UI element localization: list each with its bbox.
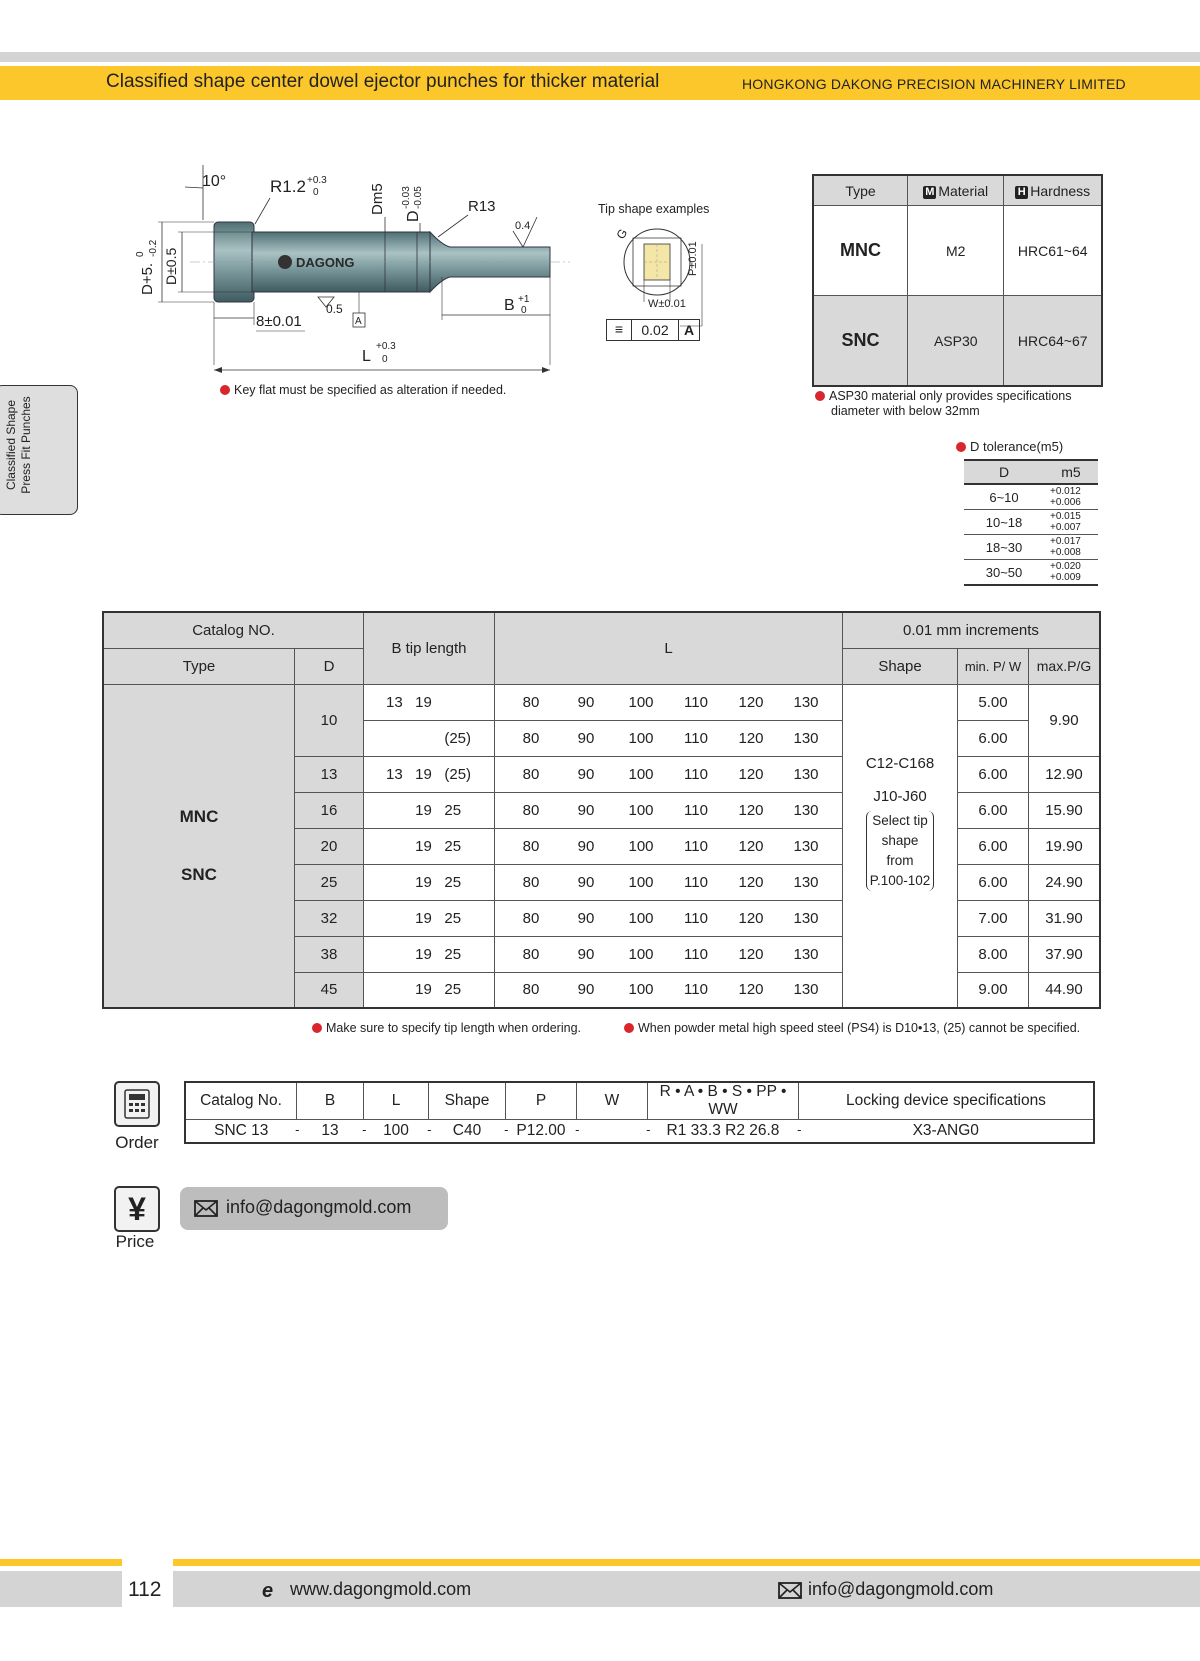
price-email-link[interactable]: info@dagongmold.com	[226, 1197, 412, 1217]
diameter-cell: 13	[295, 756, 364, 792]
side-tab-label: Classified Shape Press Fit Punches	[4, 396, 33, 494]
b-tip-cell: 13 19	[364, 684, 495, 720]
l-values-cell	[495, 828, 843, 864]
tolerance-row: 10~18 +0.015 +0.007	[964, 510, 1098, 535]
separator-dash: -	[575, 1122, 580, 1137]
l-value: 90	[577, 693, 595, 711]
footer-email-link[interactable]: info@dagongmold.com	[808, 1579, 994, 1599]
powder-metal-note: When powder metal high speed steel (PS4) is D10•13, (25) cannot be specified.	[624, 1021, 1080, 1035]
diameter-cell: 10	[295, 684, 364, 756]
diameter-cell: 38	[295, 936, 364, 972]
key-flat-note: Key flat must be specified as alteration if needed.	[220, 383, 506, 397]
l-value: 120	[738, 837, 764, 855]
footer-bar	[0, 1571, 122, 1607]
min-pw-cell: 6.00	[958, 828, 1029, 864]
l-value: 130	[793, 981, 819, 999]
type-cell: MNC SNC	[103, 684, 295, 1008]
l-value: 130	[793, 729, 819, 747]
l-value: 80	[522, 693, 540, 711]
l-value: 120	[738, 729, 764, 747]
l-value: 90	[577, 729, 595, 747]
diameter-cell: 20	[295, 828, 364, 864]
dagong-logo-icon	[278, 255, 292, 269]
svg-text:0: 0	[382, 354, 388, 365]
separator-dash: -	[362, 1122, 367, 1137]
max-pg-cell: 37.90	[1029, 936, 1101, 972]
l-value: 90	[577, 873, 595, 891]
min-pw-cell: 6.00	[958, 792, 1029, 828]
l-values-cell	[495, 720, 843, 756]
svg-text:P±0.01: P±0.01	[687, 241, 699, 276]
tolerance-frame: ≡ 0.02 A	[606, 319, 700, 341]
b-tip-cell: 19 25	[364, 828, 495, 864]
l-value: 100	[628, 909, 654, 927]
b-tip-cell: 19 25	[364, 900, 495, 936]
l-values-cell	[495, 972, 843, 1008]
material-table: Type M Material H Hardness MNC M2 HRC61~64 SNC ASP30 HRC64~67	[812, 174, 1103, 387]
l-value: 110	[684, 801, 708, 819]
yen-icon: ¥	[114, 1186, 160, 1232]
tolerance-row: 30~50 +0.020 +0.009	[964, 560, 1098, 586]
l-value: 120	[738, 909, 764, 927]
svg-text:0.5: 0.5	[326, 302, 343, 316]
l-value: 100	[628, 729, 654, 747]
max-pg-cell: 15.90	[1029, 792, 1101, 828]
order-value-cell: C40 -	[452, 1122, 509, 1139]
svg-text:R13: R13	[468, 198, 496, 215]
svg-text:D±0.5: D±0.5	[163, 247, 179, 285]
l-value: 130	[793, 873, 819, 891]
l-value: 90	[577, 945, 595, 963]
l-value: 90	[577, 765, 595, 783]
l-value: 100	[628, 837, 654, 855]
l-value: 90	[577, 801, 595, 819]
svg-text:0.4: 0.4	[515, 220, 531, 232]
min-pw-cell: 5.00	[958, 684, 1029, 720]
order-header-cell: L	[364, 1082, 429, 1120]
tolerance-table: D m5 6~10 +0.012 +0.006 10~18 +0.015 +0.007 18~30 +0.017 +0.008 30~50 +0.020 +0.009	[964, 459, 1098, 586]
symmetry-icon: ≡	[607, 320, 632, 340]
svg-text:B: B	[504, 297, 515, 314]
l-value: 80	[522, 729, 540, 747]
l-value: 80	[522, 909, 540, 927]
shape-cell: C12-C168 J10-J60 Select tip shape from P.100-102	[843, 684, 958, 1008]
b-tip-cell: 19 25	[364, 972, 495, 1008]
warning-icon	[956, 442, 966, 452]
b-tip-cell: 19 25	[364, 792, 495, 828]
l-values-cell	[495, 792, 843, 828]
l-value: 110	[684, 693, 708, 711]
svg-text:L: L	[362, 348, 371, 365]
warning-icon	[624, 1023, 634, 1033]
max-pg-cell: 31.90	[1029, 900, 1101, 936]
l-value: 120	[738, 945, 764, 963]
select-tip-note: Select tip shape from P.100-102	[866, 811, 935, 891]
l-value: 90	[577, 909, 595, 927]
l-value: 130	[793, 909, 819, 927]
separator-dash: -	[504, 1122, 509, 1137]
footer-stripe	[0, 1559, 122, 1566]
material-row: MNC M2 HRC61~64	[813, 206, 1102, 296]
order-header-cell: P	[506, 1082, 577, 1120]
company-name: HONGKONG DAKONG PRECISION MACHINERY LIMITED	[742, 76, 1126, 92]
order-value-cell: X3-ANG0	[912, 1122, 979, 1139]
b-tip-cell: 19 25	[364, 864, 495, 900]
l-values-cell	[495, 684, 843, 720]
order-value-cell: 13 -	[321, 1122, 367, 1139]
order-value-cell: R1 33.3 R2 26.8 -	[666, 1122, 802, 1139]
svg-text:+0.3: +0.3	[307, 175, 327, 186]
order-value-cell: 100 -	[383, 1122, 432, 1139]
l-value: 130	[793, 693, 819, 711]
tip-shape-title: Tip shape examples	[598, 202, 710, 216]
l-value: 110	[684, 765, 708, 783]
page-title: Classified shape center dowel ejector punches for thicker material	[106, 71, 660, 92]
l-value: 100	[628, 981, 654, 999]
diameter-cell: 45	[295, 972, 364, 1008]
order-example-table	[184, 1081, 1095, 1144]
l-values-cell	[495, 900, 843, 936]
svg-text:-0.2: -0.2	[148, 239, 159, 257]
l-value: 100	[628, 801, 654, 819]
l-value: 80	[522, 873, 540, 891]
tolerance-row: 18~30 +0.017 +0.008	[964, 535, 1098, 560]
b-tip-cell: (25)	[364, 720, 495, 756]
l-value: 120	[738, 801, 764, 819]
l-value: 130	[793, 837, 819, 855]
browser-icon: e	[262, 1580, 274, 1602]
l-value: 90	[577, 981, 595, 999]
l-value: 90	[577, 837, 595, 855]
svg-text:-0.05: -0.05	[413, 186, 424, 209]
l-value: 120	[738, 693, 764, 711]
mail-icon	[778, 1582, 802, 1599]
svg-text:0: 0	[313, 187, 319, 198]
l-value: 130	[793, 801, 819, 819]
min-pw-cell: 7.00	[958, 900, 1029, 936]
tip-length-note: Make sure to specify tip length when ordering.	[312, 1021, 581, 1035]
mail-icon	[194, 1200, 218, 1217]
footer-website-link[interactable]: www.dagongmold.com	[290, 1579, 472, 1599]
svg-text:DAGONG: DAGONG	[296, 255, 355, 270]
svg-text:10°: 10°	[202, 173, 227, 190]
svg-text:D: D	[405, 210, 422, 222]
price-label: Price	[115, 1232, 155, 1251]
calculator-icon	[114, 1081, 160, 1127]
warning-icon	[815, 391, 825, 401]
separator-dash: -	[295, 1122, 300, 1137]
l-value: 80	[522, 765, 540, 783]
min-pw-cell: 9.00	[958, 972, 1029, 1008]
tolerance-title: D tolerance(m5)	[956, 439, 1063, 454]
l-value: 110	[684, 945, 708, 963]
svg-text:8±0.01: 8±0.01	[256, 313, 302, 330]
svg-text:Dm5: Dm5	[369, 183, 386, 215]
svg-text:+1: +1	[518, 294, 530, 305]
l-value: 110	[684, 981, 708, 999]
l-values-cell	[495, 936, 843, 972]
min-pw-cell: 8.00	[958, 936, 1029, 972]
order-value-cell: SNC 13 -	[214, 1122, 300, 1139]
max-pg-cell: 19.90	[1029, 828, 1101, 864]
punch-drawing	[130, 165, 580, 400]
svg-text:G: G	[613, 226, 631, 242]
diameter-cell: 32	[295, 900, 364, 936]
order-header-cell: Shape	[429, 1082, 506, 1120]
max-pg-cell: 9.90	[1029, 684, 1101, 756]
min-pw-cell: 6.00	[958, 756, 1029, 792]
order-header-cell: B	[297, 1082, 364, 1120]
separator-dash: -	[427, 1122, 432, 1137]
l-value: 80	[522, 945, 540, 963]
l-value: 110	[684, 837, 708, 855]
l-value: 130	[793, 765, 819, 783]
svg-text:A: A	[355, 316, 362, 327]
order-header-cell: Locking device specifications	[799, 1082, 1095, 1120]
l-value: 80	[522, 981, 540, 999]
l-value: 80	[522, 837, 540, 855]
order-label: Order	[115, 1133, 159, 1152]
warning-icon	[220, 385, 230, 395]
svg-text:W±0.01: W±0.01	[648, 298, 686, 310]
l-value: 120	[738, 873, 764, 891]
order-value-cell	[577, 1120, 651, 1144]
min-pw-cell: 6.00	[958, 720, 1029, 756]
material-badge-icon: M	[925, 185, 935, 198]
l-value: 100	[628, 765, 654, 783]
svg-text:+0.3: +0.3	[376, 341, 396, 352]
b-tip-cell: 13 19 (25)	[364, 756, 495, 792]
separator-dash: -	[646, 1122, 651, 1137]
l-value: 110	[684, 909, 708, 927]
l-value: 100	[628, 945, 654, 963]
max-pg-cell: 12.90	[1029, 756, 1101, 792]
l-values-cell	[495, 864, 843, 900]
l-value: 80	[522, 801, 540, 819]
footer-stripe	[173, 1559, 1200, 1566]
svg-text:0: 0	[135, 251, 146, 257]
l-value: 130	[793, 945, 819, 963]
asp30-note: ASP30 material only provides specifications diameter with below 32mm	[815, 389, 1071, 419]
order-header-cell: W	[577, 1082, 648, 1120]
svg-text:R1.2: R1.2	[270, 177, 306, 196]
max-pg-cell: 24.90	[1029, 864, 1101, 900]
diameter-cell: 16	[295, 792, 364, 828]
l-value: 100	[628, 873, 654, 891]
b-tip-cell: 19 25	[364, 936, 495, 972]
diameter-cell: 25	[295, 864, 364, 900]
l-value: 120	[738, 765, 764, 783]
warning-icon	[312, 1023, 322, 1033]
max-pg-cell: 44.90	[1029, 972, 1101, 1008]
l-value: 110	[684, 729, 708, 747]
header-top-stripe	[0, 52, 1200, 62]
order-value-cell: P12.00 -	[516, 1122, 580, 1139]
l-value: 110	[684, 873, 708, 891]
svg-text:-0.03: -0.03	[401, 186, 412, 209]
l-value: 100	[628, 693, 654, 711]
hardness-badge-icon: H	[1015, 186, 1028, 199]
l-value: 120	[738, 981, 764, 999]
tolerance-row: 6~10 +0.012 +0.006	[964, 484, 1098, 510]
table-row	[103, 684, 1100, 720]
separator-dash: -	[797, 1122, 802, 1137]
order-header-cell: Catalog No.	[185, 1082, 297, 1120]
svg-text:0: 0	[521, 305, 527, 316]
svg-text:D+5.: D+5.	[139, 262, 156, 295]
material-row: SNC ASP30 HRC64~67	[813, 296, 1102, 387]
min-pw-cell: 6.00	[958, 864, 1029, 900]
page-number: 112	[128, 1578, 162, 1601]
order-header-cell: R • A • B • S • PP • WW	[648, 1082, 799, 1120]
catalog-table: Catalog NO. B tip length L 0.01 mm increments Type D Shape min. P/ W max.P/G MNC SNC 10 13 19 80 90 100 110 120 130 C12-C168 J10-J60 Select tip shape from P.100-102 5.00 9.90 (25) 80 90 100 110 120 130 6.00 13 13 19 (25) 80 90 100 110 120 130 6.00 12.90 16 19 25 80 90 100 110 120 130 6.00 15.90 20 19 25 80 90 100 110 120 130 6.00 19.90 25 19 25 80 90 100 110 120 130 6.00 24.90 32 19 25 80 90 100 110 120 130 7.00 31.90 38 19 25 80 90 100 110 120 130 8.00 37.90 45 19 25 80 90 100 110 120 130 9.00 44.90	[102, 611, 1101, 1009]
l-values-cell	[495, 756, 843, 792]
